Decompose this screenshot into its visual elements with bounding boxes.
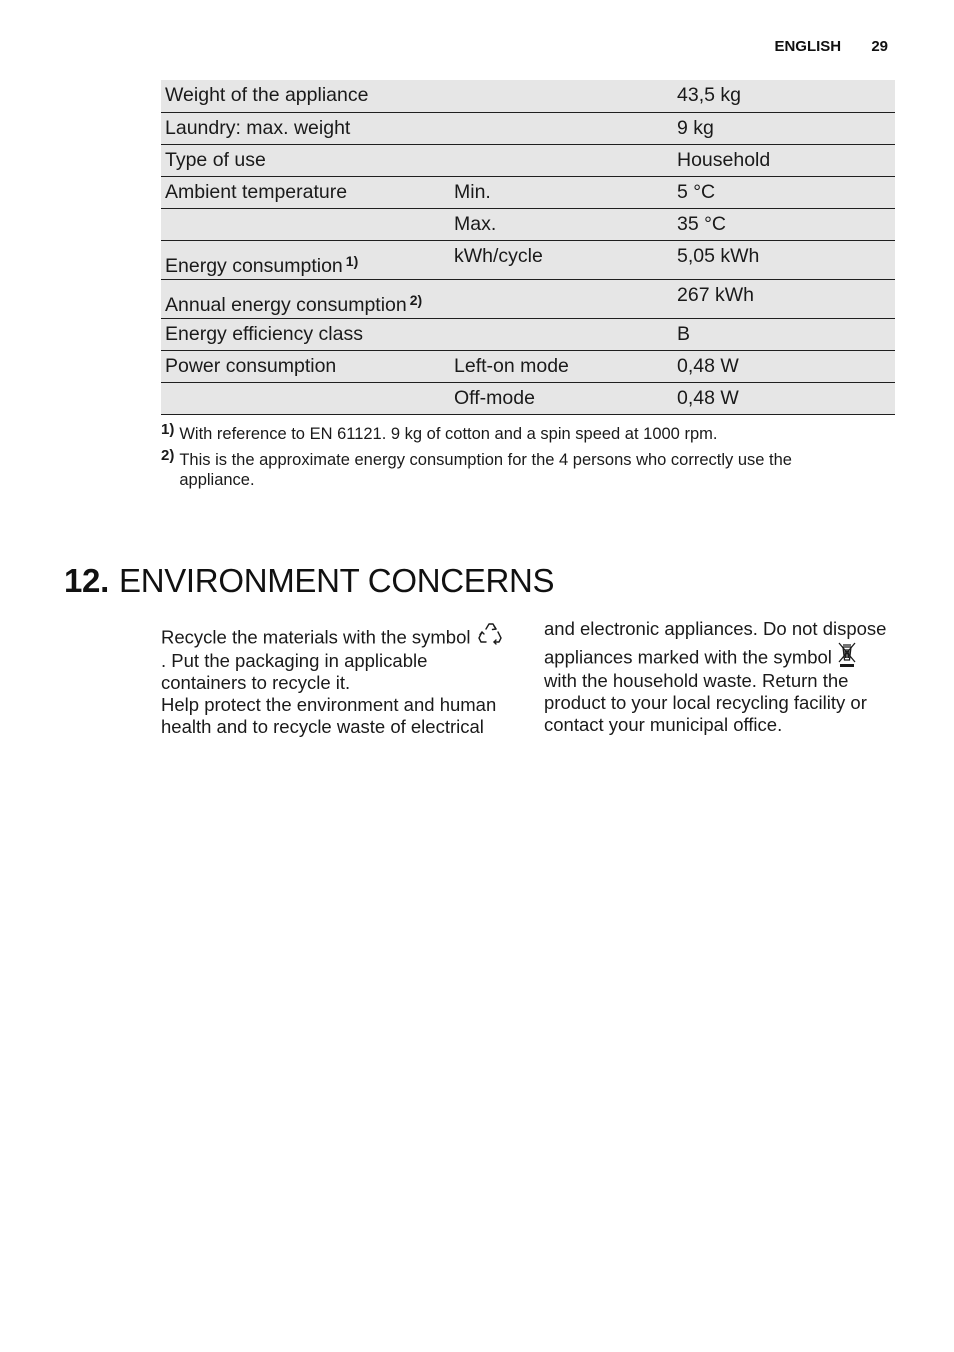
page-number: 29	[871, 38, 888, 55]
row-sublabel: Min.	[450, 176, 673, 208]
weee-text-line1: and electronic appliances. Do not dispose	[544, 618, 887, 639]
row-label: Energy consumption	[165, 254, 343, 277]
section-number: 12.	[64, 562, 109, 599]
row-value: B	[673, 318, 895, 350]
row-sublabel: kWh/cycle	[450, 240, 673, 279]
row-label: Type of use	[161, 144, 450, 176]
row-label	[161, 208, 450, 240]
footnote-text: This is the approximate energy consumption for the 4 persons who correctly use the appliance.	[179, 451, 792, 489]
row-label	[161, 382, 450, 414]
table-row	[161, 382, 895, 414]
protect-paragraph: Help protect the environment and human health and to recycle waste of electrical	[161, 694, 497, 737]
header-language: ENGLISH	[774, 38, 842, 55]
footnote-2	[161, 447, 861, 490]
row-label: Ambient temperature	[161, 176, 450, 208]
table-row	[161, 279, 895, 318]
row-sublabel: Left-on mode	[450, 350, 673, 382]
footnote-marker: 1)	[161, 421, 175, 438]
row-sublabel	[450, 112, 673, 144]
row-value: 35 °C	[673, 208, 895, 240]
footnote-text: With reference to EN 61121. 9 kg of cotton and a spin speed at 1000 rpm.	[179, 425, 718, 443]
recycle-icon	[476, 620, 504, 657]
row-label: Weight of the appliance	[161, 80, 450, 112]
weee-text-rest: with the household waste. Return the product to your local recycling facility or contact your municipal office.	[544, 670, 867, 735]
footnote-1	[161, 421, 861, 444]
recycle-text: Recycle the materials with the symbol	[161, 626, 471, 648]
row-value: 9 kg	[673, 112, 895, 144]
row-value: 5,05 kWh	[673, 240, 895, 279]
row-sublabel	[450, 80, 673, 112]
table-row	[161, 144, 895, 176]
row-value: 0,48 W	[673, 382, 895, 414]
environment-right-column	[544, 618, 896, 736]
table-row	[161, 80, 895, 112]
table-row	[161, 240, 895, 279]
row-label: Laundry: max. weight	[161, 112, 450, 144]
row-label: Annual energy consumption	[165, 293, 407, 316]
row-sublabel: Max.	[450, 208, 673, 240]
footnote-ref: 2)	[409, 291, 423, 308]
weee-text-line2: appliances marked with the symbol	[544, 646, 832, 668]
row-value: Household	[673, 144, 895, 176]
table-footnotes	[161, 421, 861, 490]
footnote-marker: 2)	[161, 447, 175, 464]
row-value: 0,48 W	[673, 350, 895, 382]
row-label: Energy efficiency class	[161, 318, 450, 350]
table-row	[161, 318, 895, 350]
row-value: 5 °C	[673, 176, 895, 208]
row-sublabel	[450, 318, 673, 350]
page-header	[774, 38, 888, 55]
row-value: 267 kWh	[673, 279, 895, 318]
row-label: Power consumption	[161, 350, 450, 382]
environment-left-column	[161, 620, 516, 738]
section-heading	[64, 562, 554, 600]
technical-data-table	[161, 80, 895, 415]
row-value: 43,5 kg	[673, 80, 895, 112]
row-sublabel	[450, 279, 673, 318]
row-sublabel	[450, 144, 673, 176]
section-title: ENVIRONMENT CONCERNS	[118, 562, 555, 599]
row-sublabel: Off-mode	[450, 382, 673, 414]
table-row	[161, 208, 895, 240]
recycle-text-cont: . Put the packaging in applicable containers to recycle it.	[161, 650, 428, 693]
table-row	[161, 350, 895, 382]
table-row	[161, 176, 895, 208]
table-row	[161, 112, 895, 144]
footnote-ref: 1)	[345, 252, 359, 269]
